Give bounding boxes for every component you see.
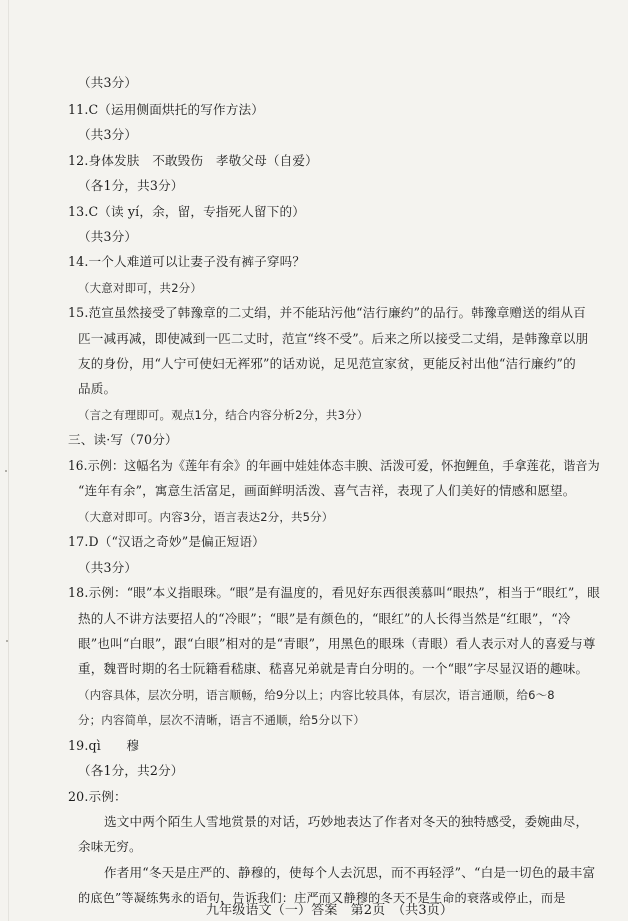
answer-14-score: （大意对即可，共2分）	[78, 281, 202, 295]
answer-13-score: （共3分）	[78, 229, 138, 244]
answer-14: 14.一个人难道可以让妻子没有裤子穿吗？	[68, 254, 306, 269]
answer-18-line-4: 重，魏晋时期的名士阮籍看嵇康、嵇喜兄弟就是青白分明的。一个“眼”字尽显汉语的趣味。	[78, 661, 589, 676]
answer-15-line-1: 15.范宣虽然接受了韩豫章的二丈绢，并不能玷污他“洁行廉约”的品行。韩豫章赠送的绢从百	[68, 305, 586, 320]
scan-speck	[6, 640, 8, 642]
answer-17: 17.D（“汉语之奇妙”是偏正短语）	[68, 534, 265, 549]
page-fold-shadow	[8, 0, 9, 921]
answer-12-score: （各1分，共3分）	[78, 178, 184, 193]
answer-18-score-line-1: （内容具体，层次分明，语言顺畅，给9分以上；内容比较具体，有层次，语言通顺，给6～8	[78, 688, 555, 702]
answer-16-score: （大意对即可。内容3分，语言表达2分，共5分）	[78, 510, 334, 524]
answer-18-score-line-2: 分；内容简单，层次不清晰，语言不通顺，给5分以下）	[78, 713, 366, 727]
answer-20-para-2-line-2: 的底色”等凝练隽永的语句，告诉我们：庄严而又静穆的冬天不是生命的衰落或停止，而是	[78, 891, 566, 905]
answer-12: 12.身体发肤 不敢毁伤 孝敬父母（自爱）	[68, 153, 318, 168]
answer-20-para-2-line-1: 作者用“冬天是庄严的、静穆的，使每个人去沉思，而不再轻浮”、“白是一切色的最丰富	[104, 865, 596, 880]
page-footer: 九年级语文（一）答案 第2页 （共3页）	[206, 903, 454, 918]
answer-18-line-2: 热的人不讲方法要招人的“冷眼”；“眼”是有颜色的，“眼红”的人长得当然是“红眼”，“冷	[78, 611, 571, 626]
answer-13: 13.C（读 yí，余，留，专指死人留下的）	[68, 204, 306, 219]
answer-10-score: （共3分）	[78, 75, 138, 90]
answer-20: 20.示例：	[68, 789, 127, 804]
answer-19: 19.qì 穆	[68, 738, 140, 753]
answer-20-para-1-line-1: 选文中两个陌生人雪地赏景的对话，巧妙地表达了作者对冬天的独特感受，委婉曲尽，	[104, 814, 589, 829]
section-3-heading: 三、读·写（70分）	[68, 432, 178, 447]
scan-speck	[5, 470, 7, 472]
answer-18-line-3: 眼”也叫“白眼”，跟“白眼”相对的是“青眼”，用黑色的眼珠（青眼）看人表示对人的喜爱与尊	[78, 636, 596, 651]
answer-15-line-4: 品质。	[78, 381, 117, 396]
answer-15-line-2: 匹一减再减，即使减到一匹二丈时，范宣“终不受”。后来之所以接受二丈绢，是韩豫章以朋	[78, 331, 589, 346]
answer-16-line-1: 16.示例：这幅名为《莲年有余》的年画中娃娃体态丰腴、活泼可爱，怀抱鲤鱼，手拿莲花，谐音为	[68, 458, 600, 473]
answer-11: 11.C（运用侧面烘托的写作方法）	[68, 102, 264, 117]
answer-16-line-2: “连年有余”，寓意生活富足，画面鲜明活泼、喜气吉祥，表现了人们美好的情感和愿望。	[78, 483, 576, 498]
answer-15-score: （言之有理即可。观点1分，结合内容分析2分，共3分）	[78, 408, 369, 422]
answer-19-score: （各1分，共2分）	[78, 763, 184, 778]
answer-17-score: （共3分）	[78, 560, 138, 575]
answer-20-para-1-line-2: 余味无穷。	[78, 839, 142, 854]
answer-18-line-1: 18.示例：“眼”本义指眼珠。“眼”是有温度的，看见好东西很羡慕叫“眼热”，相当于“眼红”，眼	[68, 585, 600, 600]
answer-11-score: （共3分）	[78, 127, 138, 142]
answer-15-line-3: 友的身份，用“人宁可使妇无裈邪”的话劝说，足见范宣家贫，更能反衬出他“洁行廉约”的	[78, 356, 576, 371]
